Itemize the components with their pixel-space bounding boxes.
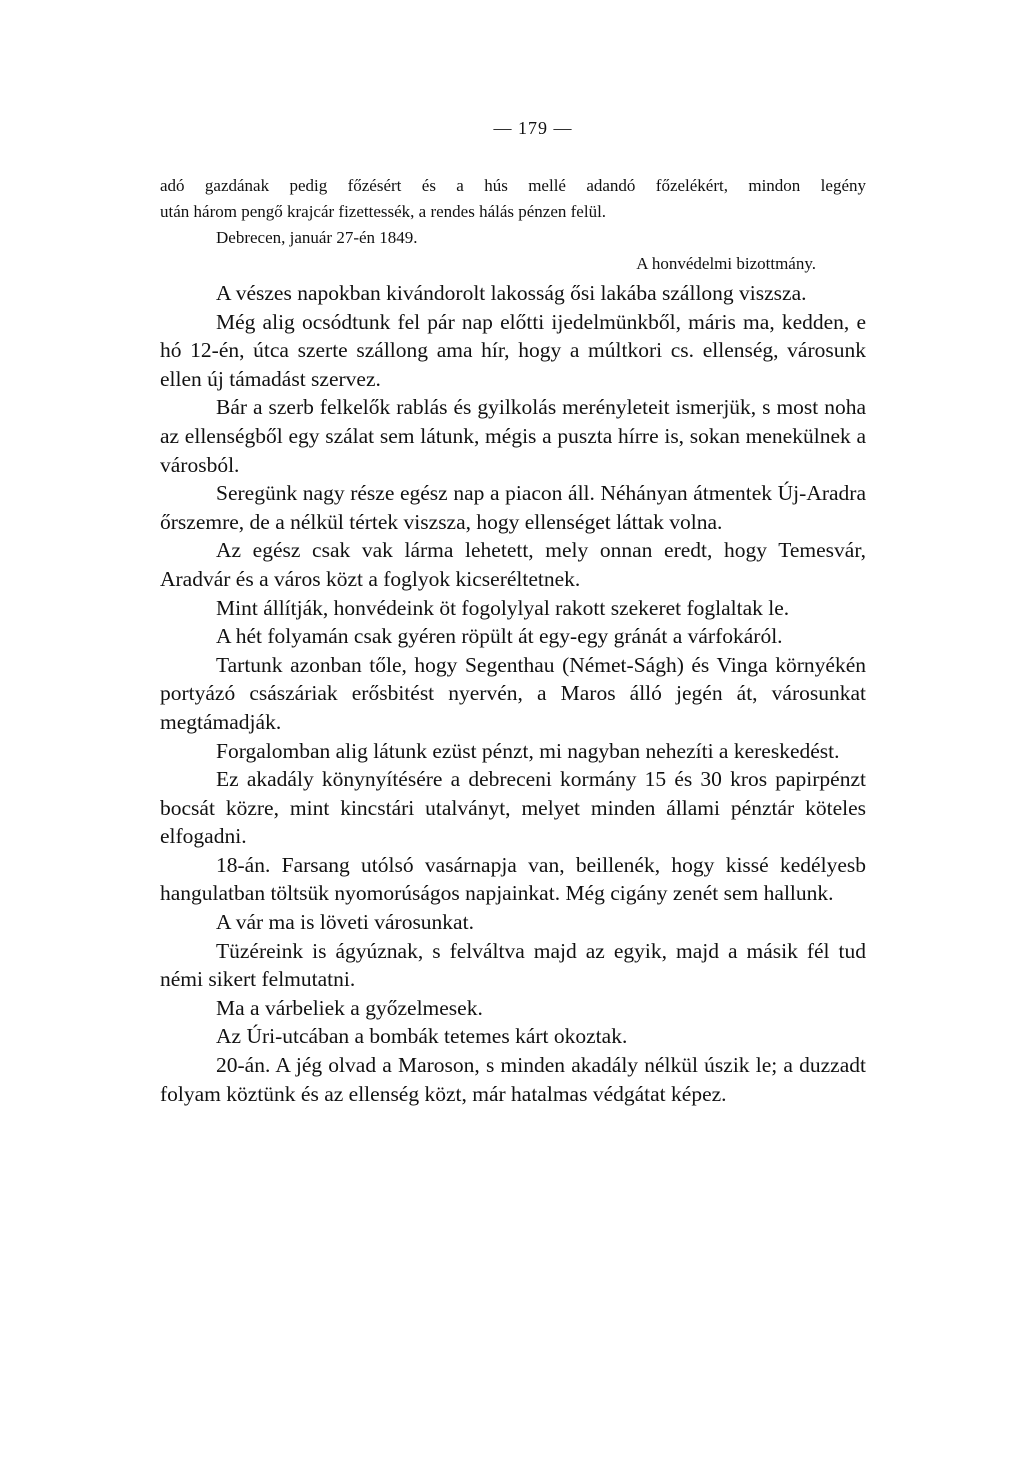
dateline: Debrecen, január 27-én 1849. bbox=[216, 228, 418, 247]
paragraph: Forgalomban alig látunk ezüst pénzt, mi nagyban nehezíti a kereskedést. bbox=[216, 738, 840, 763]
paragraph: A vészes napokban kivándorolt lakosság ősi lakába szállong viszsza. bbox=[216, 281, 807, 305]
paragraph: A hét folyamán csak gyéren röpült át egy-egy gránát a várfokáról. bbox=[216, 624, 783, 649]
paragraph: Ma a várbeliek a győzelmesek. bbox=[216, 995, 483, 1020]
intro-line: adó gazdának pedig főzésért és a hús mellé adandó főzelékért, mindon legény bbox=[160, 176, 866, 195]
paragraph: 20-án. A jég olvad a Maroson, s minden akadály nélkül úszik le; a duzzadt folyam köztünk és az ellenség közt, már hatalmas védgátat képez. bbox=[160, 1053, 866, 1106]
book-page bbox=[160, 118, 866, 1108]
paragraph: Tartunk azonban tőle, hogy Segenthau (Német-Ságh) és Vinga környékén portyázó császáriak erősbitést nyervén, a Maros álló jegén át, városunkat megtámadják. bbox=[160, 652, 866, 734]
paragraph: Az egész csak vak lárma lehetett, mely onnan eredt, hogy Temesvár, Aradvár és a város közt a foglyok kicseréltetnek. bbox=[160, 538, 866, 591]
page-number: — 179 — bbox=[493, 118, 573, 138]
paragraph: Az Úri-utcában a bombák tetemes kárt okoztak. bbox=[216, 1024, 628, 1049]
intro-line: után három pengő krajcár fizettessék, a rendes hálás pénzen felül. bbox=[160, 202, 607, 221]
paragraph: Bár a szerb felkelők rablás és gyilkolás merényleteit ismerjük, s most noha az ellenségből egy szálat sem látunk, mégis a puszta hírre is, sokan menekülnek a városból. bbox=[160, 395, 866, 477]
paragraph: 18-án. Farsang utólsó vasárnapja van, beillenék, hogy kissé kedélyesb hangulatban töltsük nyomorúságos napjainkat. Még cigány zenét sem hallunk. bbox=[160, 852, 866, 906]
paragraph: Még alig ocsódtunk fel pár nap előtti ijedelmünkből, máris ma, kedden, e hó 12-én, útca szerte szállong ama hír, hogy a múltkori cs. ellenség, városunk ellen új támadást szervez. bbox=[160, 309, 866, 391]
paragraph: Tüzéreink is ágyúznak, s felváltva majd az egyik, majd a másik fél tud némi sikert felmutatni. bbox=[160, 938, 866, 992]
paragraph: Ez akadály könynyítésére a debreceni kormány 15 és 30 kros papirpénzt bocsát közre, mint kincstári utalványt, melyet minden állami pénztár köteles elfogadni. bbox=[160, 767, 866, 849]
body-text bbox=[160, 279, 866, 1108]
intro-text bbox=[160, 173, 866, 225]
paragraph: Seregünk nagy része egész nap a piacon áll. Néhányan átmentek Új-Aradra őrszemre, de a nélkül tértek viszsza, hogy ellenséget láttak volna. bbox=[160, 481, 866, 534]
paragraph: A vár ma is löveti városunkat. bbox=[216, 910, 474, 935]
paragraph: Mint állítják, honvédeink öt fogolylyal rakott szekeret foglaltak le. bbox=[216, 595, 790, 620]
signature: A honvédelmi bizottmány. bbox=[636, 254, 816, 273]
